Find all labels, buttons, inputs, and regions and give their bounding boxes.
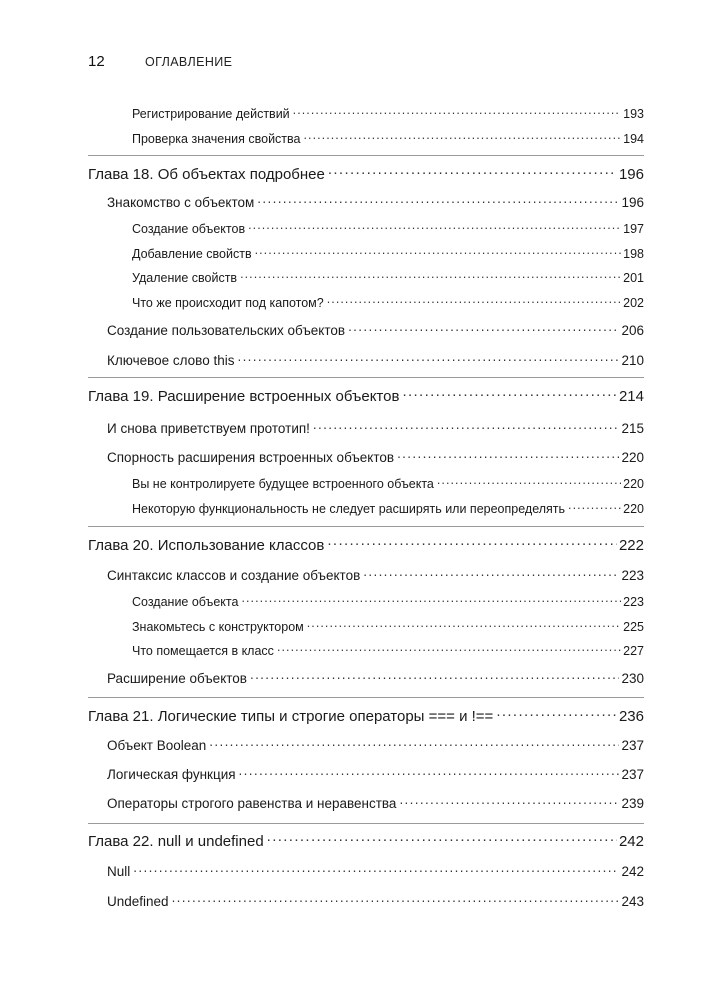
toc-entry-page: 198: [623, 246, 644, 261]
toc-entry-page: 222: [618, 537, 644, 554]
dot-leader: [402, 386, 617, 401]
toc-entry-page: 193: [623, 106, 644, 121]
toc-entry-page: 220: [623, 476, 644, 491]
toc-entry-title: Удаление свойств: [132, 270, 238, 285]
toc-entry-title: Null: [107, 863, 131, 879]
toc-entry-page: 230: [621, 670, 644, 686]
dot-leader: [293, 105, 621, 118]
toc-chapter-entry[interactable]: [88, 706, 644, 725]
toc-entry-page: 201: [623, 270, 644, 285]
toc-entry[interactable]: [132, 618, 644, 634]
dot-leader: [277, 642, 621, 655]
toc-entry[interactable]: [107, 862, 644, 879]
toc-entry-page: 220: [621, 449, 644, 465]
toc-entry-title: Знакомьтесь с конструктором: [132, 619, 304, 634]
toc-entry-title: Операторы строгого равенства и неравенства: [107, 795, 397, 811]
toc-entry-title: Undefined: [107, 893, 169, 909]
dot-leader: [327, 294, 621, 307]
toc-entry-title: Глава 21. Логические типы и строгие операторы === и !==: [88, 708, 494, 725]
chapter-divider: [88, 377, 644, 378]
toc-entry[interactable]: [107, 448, 644, 465]
toc-entry[interactable]: [107, 794, 644, 811]
toc-entry-page: 237: [621, 766, 644, 782]
toc-entry[interactable]: [107, 193, 644, 210]
dot-leader: [568, 500, 621, 513]
toc-entry[interactable]: [132, 475, 644, 491]
dot-leader: [267, 831, 617, 846]
toc-entry-page: 196: [621, 194, 644, 210]
toc-entry-page: 196: [618, 166, 644, 183]
dot-leader: [172, 892, 620, 906]
toc-entry-title: Регистрирование действий: [132, 106, 290, 121]
toc-entry-title: Спорность расширения встроенных объектов: [107, 449, 395, 465]
chapter-divider: [88, 823, 644, 824]
toc-entry-title: Что же происходит под капотом?: [132, 295, 324, 310]
toc-entry-page: 210: [621, 352, 644, 368]
toc-entry-page: 227: [623, 643, 644, 658]
toc-entry-page: 223: [623, 594, 644, 609]
dot-leader: [496, 706, 617, 721]
toc-entry-page: 215: [621, 420, 644, 436]
toc-entry[interactable]: [132, 130, 644, 146]
toc-entry-page: 242: [621, 863, 644, 879]
toc-entry-title: Создание объекта: [132, 594, 239, 609]
toc-entry-page: 239: [621, 795, 644, 811]
toc-entry[interactable]: [107, 669, 644, 686]
dot-leader: [328, 164, 617, 179]
toc-entry-title: Ключевое слово this: [107, 352, 235, 368]
toc-entry-title: Синтаксис классов и создание объектов: [107, 567, 361, 583]
toc-entry-title: Глава 20. Использование классов: [88, 537, 325, 554]
toc-entry-title: Объект Boolean: [107, 737, 207, 753]
dot-leader: [303, 130, 621, 143]
toc-entry-title: Что помещается в класс: [132, 643, 274, 658]
toc-chapter-entry[interactable]: [88, 164, 644, 183]
toc-entry-title: Создание объектов: [132, 221, 246, 236]
dot-leader: [240, 269, 621, 282]
dot-leader: [255, 245, 622, 258]
toc-entry-page: 225: [623, 619, 644, 634]
dot-leader: [209, 736, 619, 750]
dot-leader: [257, 193, 619, 207]
dot-leader: [250, 669, 620, 683]
page-number: 12: [88, 53, 105, 70]
dot-leader: [248, 220, 621, 233]
dot-leader: [437, 475, 621, 488]
dot-leader: [307, 618, 621, 631]
toc-entry[interactable]: [132, 642, 644, 658]
toc-entry-title: Проверка значения свойства: [132, 131, 301, 146]
toc-entry[interactable]: [132, 294, 644, 310]
dot-leader: [399, 794, 619, 808]
dot-leader: [239, 765, 620, 779]
toc-entry-title: Глава 18. Об объектах подробнее: [88, 166, 325, 183]
toc-chapter-entry[interactable]: [88, 386, 644, 405]
toc-entry[interactable]: [132, 500, 644, 516]
toc-entry-title: Создание пользовательских объектов: [107, 322, 346, 338]
dot-leader: [133, 862, 619, 876]
toc-entry-title: Расширение объектов: [107, 670, 247, 686]
toc-entry[interactable]: [132, 105, 644, 121]
running-title: ОГЛАВЛЕНИЕ: [145, 55, 233, 69]
toc-entry-page: 194: [623, 131, 644, 146]
dot-leader: [237, 351, 619, 365]
toc-entry[interactable]: [132, 245, 644, 261]
toc-entry[interactable]: [132, 593, 644, 609]
chapter-divider: [88, 155, 644, 156]
toc-entry-page: 202: [623, 295, 644, 310]
toc-entry-title: И снова приветствуем прототип!: [107, 420, 310, 436]
toc-entry[interactable]: [107, 351, 644, 368]
toc-chapter-entry[interactable]: [88, 831, 644, 850]
toc-entry-page: 243: [621, 893, 644, 909]
dot-leader: [397, 448, 619, 462]
toc-entry-page: 206: [621, 322, 644, 338]
chapter-divider: [88, 526, 644, 527]
toc-entry-page: 220: [623, 501, 644, 516]
toc-entry-page: 223: [621, 567, 644, 583]
toc-entry-page: 236: [618, 708, 644, 725]
toc-entry-title: Глава 19. Расширение встроенных объектов: [88, 388, 400, 405]
toc-entry[interactable]: [107, 321, 644, 338]
toc-entry-page: 237: [621, 737, 644, 753]
toc-entry[interactable]: [107, 892, 644, 909]
toc-entry[interactable]: [132, 220, 644, 236]
dot-leader: [241, 593, 621, 606]
toc-entry-page: 197: [623, 221, 644, 236]
dot-leader: [348, 321, 619, 335]
toc-entry-page: 242: [618, 833, 644, 850]
toc-entry[interactable]: [107, 566, 644, 583]
chapter-divider: [88, 697, 644, 698]
dot-leader: [313, 419, 620, 433]
toc-entry-title: Глава 22. null и undefined: [88, 833, 264, 850]
toc-entry[interactable]: [107, 765, 644, 782]
toc-entry[interactable]: [107, 419, 644, 436]
toc-entry[interactable]: [107, 736, 644, 753]
toc-entry[interactable]: [132, 269, 644, 285]
toc-chapter-entry[interactable]: [88, 535, 644, 554]
toc-entry-title: Добавление свойств: [132, 246, 252, 261]
dot-leader: [363, 566, 619, 580]
toc-entry-title: Некоторую функциональность не следует расширять или переопределять: [132, 501, 566, 516]
toc-entry-title: Знакомство с объектом: [107, 194, 255, 210]
toc-entry-page: 214: [618, 388, 644, 405]
toc-entry-title: Логическая функция: [107, 766, 236, 782]
dot-leader: [327, 535, 617, 550]
toc-entry-title: Вы не контролируете будущее встроенного объекта: [132, 476, 434, 491]
